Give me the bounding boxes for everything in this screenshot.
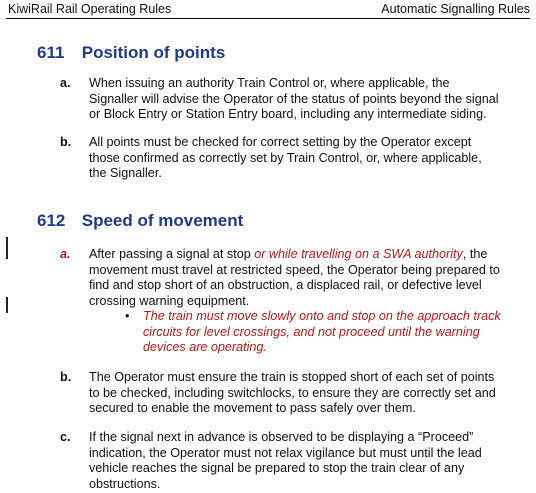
bullet-item xyxy=(125,309,530,356)
item-label: b. xyxy=(60,370,72,384)
section-title: Speed of movement xyxy=(81,211,244,230)
text-line: indication, the Operator must not relax vigilance but must until the lead xyxy=(89,445,482,460)
text-line: to be checked, including switchlocks, to ensure they are correctly set and xyxy=(89,385,496,400)
text-line: circuits for level crossings, and not proceed until the warning xyxy=(143,324,480,339)
text-line: When issuing an authority Train Control or, where applicable, the xyxy=(89,76,450,90)
item-text xyxy=(89,135,530,182)
bullet-icon: • xyxy=(125,309,130,323)
header-left-title: KiwiRail Rail Operating Rules xyxy=(8,2,172,16)
section-611-heading xyxy=(37,43,225,63)
text-line: All points must be checked for correct setting by the Operator except xyxy=(89,135,472,149)
item-label: c. xyxy=(60,430,71,444)
page-header xyxy=(6,0,530,19)
text-line: or Block Entry or Station Entry board, including any intermediate siding. xyxy=(89,107,487,121)
rule-611-a xyxy=(60,76,530,123)
text-line: If the signal next in advance is observed to be displaying a “Proceed” xyxy=(89,430,474,444)
item-label: b. xyxy=(60,135,72,149)
text-line: The Operator must ensure the train is stopped short of each set of points xyxy=(89,370,495,384)
text-span: , the xyxy=(462,247,488,261)
text-line xyxy=(89,247,530,263)
change-bar xyxy=(6,297,8,313)
change-bar xyxy=(6,237,8,259)
rule-612-c xyxy=(60,430,530,492)
text-line: find and stop short of an obstruction, a displaced rail, or defective level xyxy=(89,278,482,292)
text-span: After passing a signal at stop xyxy=(89,247,255,261)
item-text xyxy=(89,370,530,417)
item-text xyxy=(89,247,530,356)
section-title: Position of points xyxy=(81,43,226,62)
text-line: devices are operating. xyxy=(143,340,267,354)
text-line: Signaller will advise the Operator of the status of points beyond the signal xyxy=(89,91,499,106)
text-line: crossing warning equipment. xyxy=(89,293,250,308)
text-line: the Signaller. xyxy=(89,166,162,180)
text-line: vehicle reaches the signal be prepared to stop the train clear of any xyxy=(89,461,465,475)
rule-611-b xyxy=(60,135,530,182)
header-right-title: Automatic Signalling Rules xyxy=(381,2,530,16)
text-line: secured to enable the movement to pass safely over them. xyxy=(89,401,416,415)
item-label: a. xyxy=(60,247,71,261)
rule-612-b xyxy=(60,370,530,417)
section-612-heading xyxy=(37,211,243,231)
item-label: a. xyxy=(60,76,71,90)
text-line: obstructions. xyxy=(89,476,161,491)
rule-612-a xyxy=(60,247,530,356)
text-line: those confirmed as correctly set by Train Control, or, where applicable, xyxy=(89,150,482,165)
item-text xyxy=(89,430,530,492)
section-number: 612 xyxy=(37,211,66,230)
section-number: 611 xyxy=(37,43,65,62)
amended-text: or while travelling on a SWA authority xyxy=(254,247,463,261)
text-line: The train must move slowly onto and stop on the approach track xyxy=(143,309,501,323)
text-line: movement must travel at restricted speed, the Operator being prepared to xyxy=(89,262,500,277)
item-text xyxy=(89,76,530,123)
